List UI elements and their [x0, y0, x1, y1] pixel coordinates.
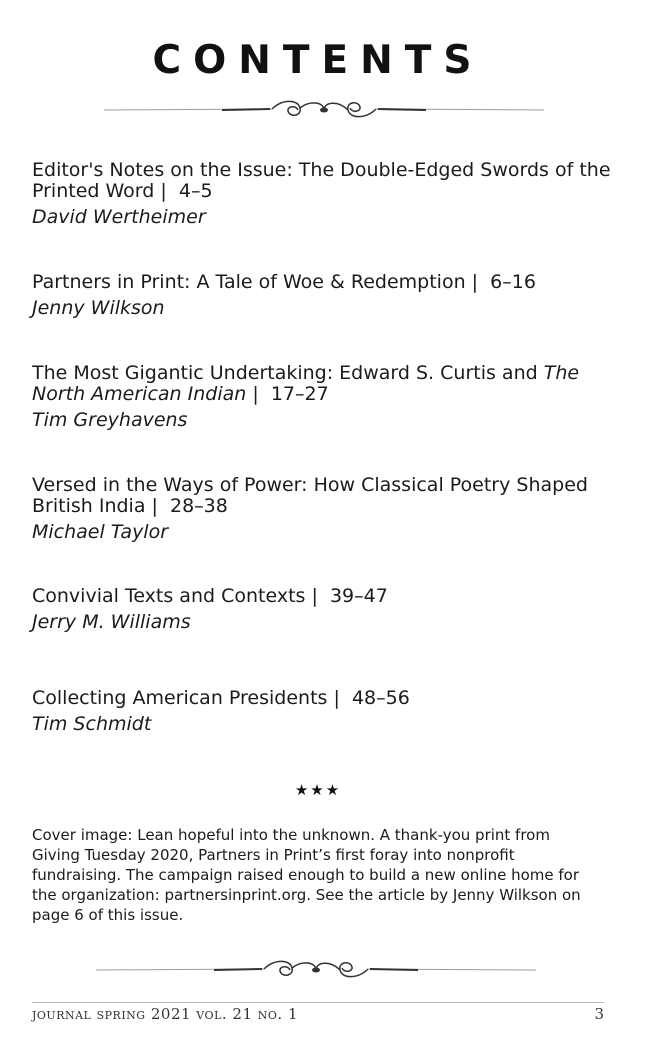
footer-page-number: 3 [594, 1005, 604, 1023]
toc-entry[interactable] [32, 475, 622, 544]
star-separator: ★★★ [294, 781, 342, 799]
toc-entry-title: Editor's Notes on the Issue: The Double-Edged Swords of the Printed Word | 4–5 [32, 159, 611, 202]
toc-entry-pages: 28–38 [170, 495, 228, 517]
flourish-divider-icon [102, 96, 546, 124]
toc-entry-author: Michael Taylor [32, 521, 169, 543]
toc-entry-title: Collecting American Presidents | 48–56 [32, 687, 410, 709]
toc-entry-title: Partners in Print: A Tale of Woe & Redemption | 6–16 [32, 271, 536, 293]
toc-entry[interactable] [32, 363, 622, 432]
toc-entry[interactable] [32, 272, 622, 320]
toc-entry-author: Jenny Wilkson [32, 297, 165, 319]
cover-image-caption: Cover image: Lean hopeful into the unknown. A thank-you print from Giving Tuesday 2020, Partners in Print’s first foray into nonprofit fundraising. The campaign raised enough to build a new online home for the organization: partnersinprint.org. See the article by Jenny Wilkson on page 6 of this issue. [32, 826, 581, 924]
footer-journal-issue: journal spring 2021 vol. 21 no. 1 [32, 1005, 298, 1023]
toc-entry-author: Jerry M. Williams [32, 611, 191, 633]
toc-entry-pages: 6–16 [490, 271, 536, 293]
toc-entry[interactable] [32, 160, 622, 229]
page-title: CONTENTS [152, 38, 484, 83]
toc-entry-pages: 39–47 [329, 585, 388, 607]
toc-entry[interactable] [32, 688, 622, 736]
flourish-divider-icon [94, 956, 538, 984]
toc-entry-author: Tim Greyhavens [32, 409, 188, 431]
toc-entry[interactable] [32, 586, 622, 634]
footer-divider [32, 1002, 604, 1003]
toc-entry-author: Tim Schmidt [32, 713, 152, 735]
toc-entry-pages: 17–27 [270, 383, 329, 405]
toc-entry-pages: 48–56 [351, 687, 410, 709]
toc-entry-title: The Most Gigantic Undertaking: Edward S. Curtis and The North American Indian | 17–27 [32, 362, 580, 405]
toc-entry-title: Convivial Texts and Contexts | 39–47 [32, 585, 388, 607]
toc-entry-title: Versed in the Ways of Power: How Classical Poetry Shaped British India | 28–38 [32, 474, 588, 517]
toc-entry-pages: 4–5 [178, 180, 213, 202]
toc-entry-author: David Wertheimer [32, 206, 206, 228]
